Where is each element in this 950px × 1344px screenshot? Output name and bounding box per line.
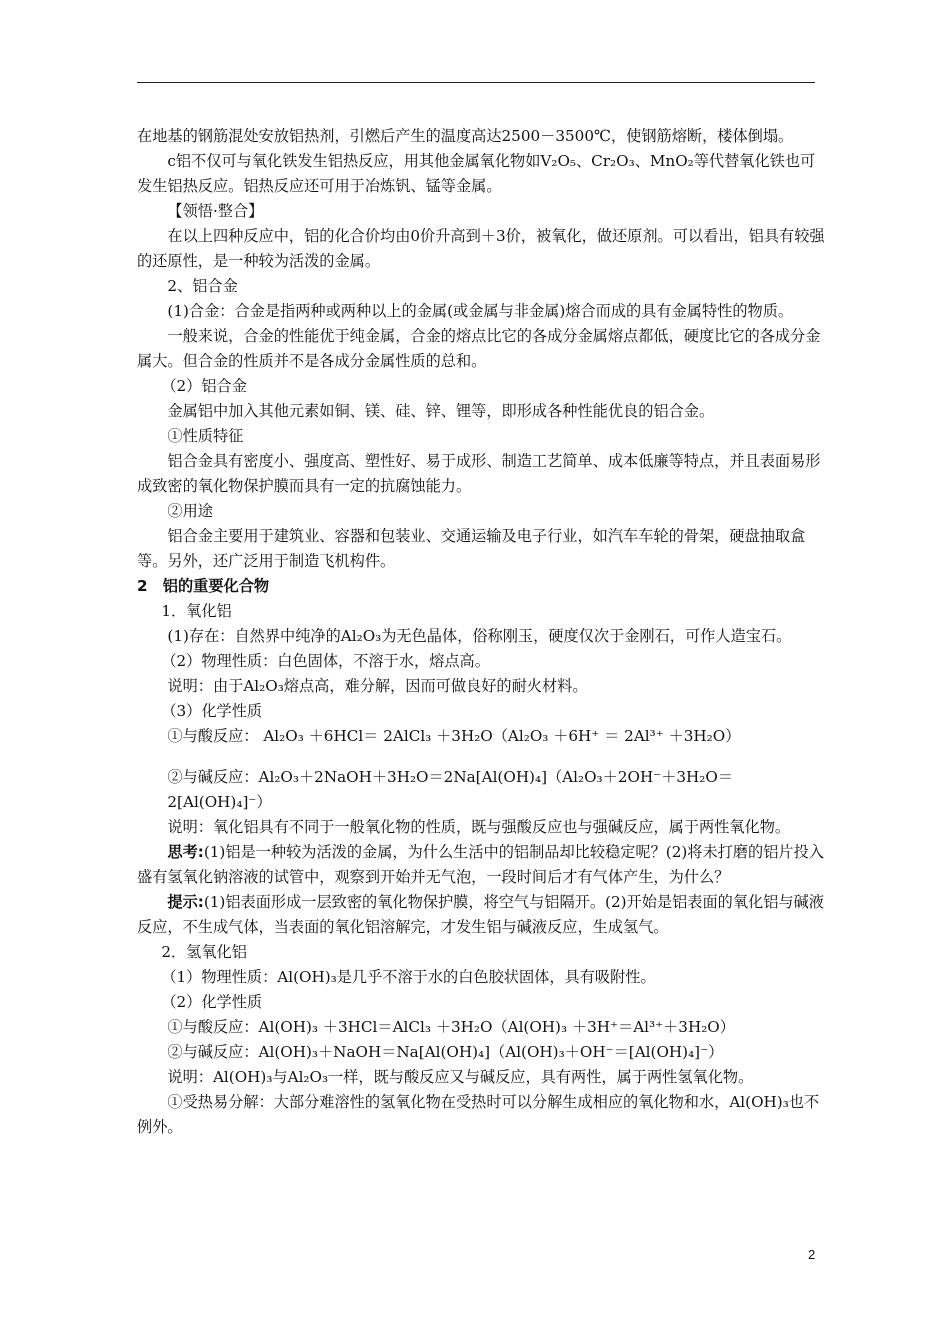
paragraph: 金属铝中加入其他元素如铜、镁、硅、锌、锂等，即形成各种性能优良的铝合金。: [167, 402, 715, 420]
paragraph: ①受热易分解：大部分难溶性的氢氧化物在受热时可以分解生成相应的氧化物和水，Al(OH)₃也不例外。: [137, 1093, 820, 1136]
paragraph: c铝不仅可与氧化铁发生铝热反应，用其他金属氧化物如V₂O₅、Cr₂O₃、MnO₂等代替氧化铁也可发生铝热反应。铝热反应还可用于冶炼钒、锰等金属。: [137, 152, 816, 195]
hint-paragraph: [137, 890, 827, 940]
subheading: （2）铝合金: [161, 377, 247, 395]
paragraph: （2）物理性质：白色固体，不溶于水，熔点高。: [161, 652, 490, 670]
hint-text: (1)铝表面形成一层致密的氧化物保护膜，将空气与铝隔开。(2)开始是铝表面的氧化铝与碱液反应，不生成气体，当表面的氧化铝溶解完，才发生铝与碱液反应，生成氢气。: [137, 893, 824, 936]
paragraph: （1）物理性质：Al(OH)₃是几乎不溶于水的白色胶状固体，具有吸附性。: [161, 968, 656, 986]
subheading: 1．氧化铝: [161, 602, 232, 620]
paragraph: 一般来说，合金的性能优于纯金属，合金的熔点比它的各成分金属熔点都低，硬度比它的各成分金属大。但合金的性质并不是各成分金属性质的总和。: [137, 327, 821, 370]
page-number: 2: [808, 1247, 816, 1262]
section-label: 【领悟·整合】: [167, 202, 264, 220]
subheading: （2）化学性质: [161, 993, 263, 1011]
hint-label: 提示:: [167, 893, 204, 911]
section-title: 2 铝的重要化合物: [137, 577, 270, 595]
think-text: (1)铝是一种较为活泼的金属，为什么生活中的铝制品却比较稳定呢？(2)将未打磨的铝片投入盛有氢氧化钠溶液的试管中，观察到开始并无气泡，一段时间后才有气体产生，为什么？: [137, 843, 824, 886]
subheading: ②用途: [167, 502, 213, 520]
paragraph: 说明：Al(OH)₃与Al₂O₃一样，既与酸反应又与碱反应，具有两性，属于两性氢氧化物。: [167, 1068, 754, 1086]
paragraph: 铝合金具有密度小、强度高、塑性好、易于成形、制造工艺简单、成本低廉等特点，并且表面易形成致密的氧化物保护膜而具有一定的抗腐蚀能力。: [137, 452, 821, 495]
section-heading: 2、铝合金: [167, 277, 238, 295]
equation-line: ①与酸反应：Al(OH)₃ ＋3HCl＝AlCl₃ ＋3H₂O（Al(OH)₃ ＋3H⁺＝Al³⁺＋3H₂O）: [167, 1018, 735, 1036]
subheading: 2．氢氧化铝: [161, 943, 247, 961]
equation-line: ②与碱反应：Al₂O₃＋2NaOH＋3H₂O＝2Na[Al(OH)₄]（Al₂O₃＋2OH⁻＋3H₂O＝2[Al(OH)₄]⁻）: [167, 768, 734, 811]
think-paragraph: [137, 840, 827, 890]
paragraph: 在地基的钢筋混处安放铝热剂，引燃后产生的温度高达2500－3500℃，使钢筋熔断，楼体倒塌。: [137, 127, 794, 145]
paragraph: (1)合金：合金是指两种或两种以上的金属(或金属与非金属)熔合而成的具有金属特性的物质。: [167, 302, 794, 320]
document-body: [137, 124, 827, 1140]
subheading: ①性质特征: [167, 427, 244, 445]
header-rule: [137, 82, 815, 83]
paragraph: 说明：由于Al₂O₃熔点高，难分解，因而可做良好的耐火材料。: [167, 677, 588, 695]
think-label: 思考:: [167, 843, 204, 861]
paragraph: 在以上四种反应中，铝的化合价均由0价升高到＋3价，被氧化，做还原剂。可以看出，铝具有较强的还原性，是一种较为活泼的金属。: [137, 227, 825, 270]
subheading: （3）化学性质: [161, 702, 263, 720]
equation-line: ①与酸反应： Al₂O₃ ＋6HCl＝ 2AlCl₃ ＋3H₂O（Al₂O₃ ＋6H⁺ ＝ 2Al³⁺ ＋3H₂O）: [167, 727, 741, 745]
paragraph: 铝合金主要用于建筑业、容器和包装业、交通运输及电子行业，如汽车车轮的骨架，硬盘抽取盒等。另外，还广泛用于制造飞机构件。: [137, 527, 806, 570]
equation-line: ②与碱反应：Al(OH)₃＋NaOH＝Na[Al(OH)₄]（Al(OH)₃＋OH⁻＝[Al(OH)₄]⁻）: [167, 1043, 724, 1061]
paragraph: 说明：氧化铝具有不同于一般氧化物的性质，既与强酸反应也与强碱反应，属于两性氧化物。: [167, 818, 791, 836]
paragraph: (1)存在：自然界中纯净的Al₂O₃为无色晶体，俗称刚玉，硬度仅次于金刚石，可作人造宝石。: [167, 627, 792, 645]
